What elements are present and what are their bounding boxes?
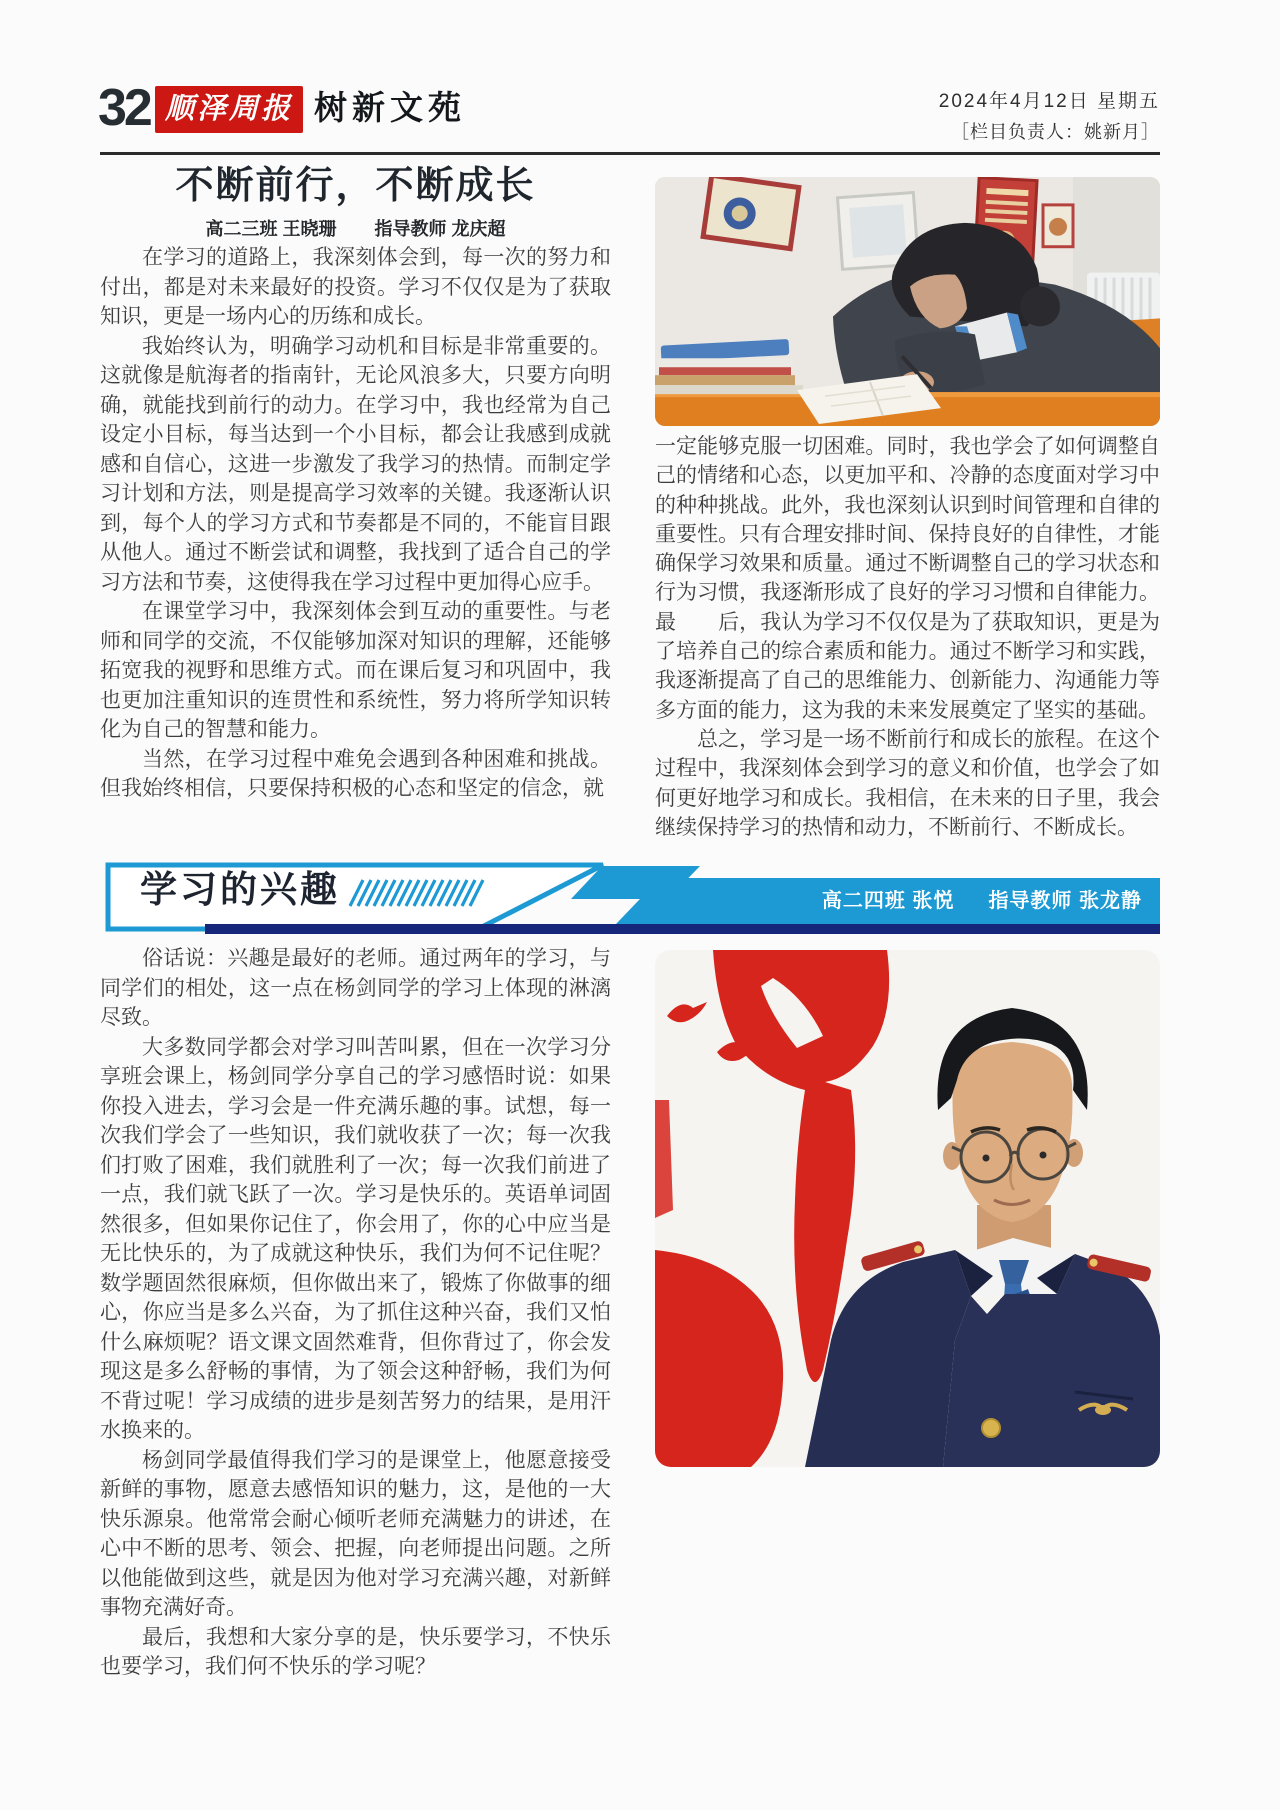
masthead-red-box (155, 86, 303, 133)
article1-teacher: 指导教师 龙庆超 (374, 219, 506, 239)
paragraph: 在课堂学习中，我深刻体会到互动的重要性。与老师和同学的交流，不仅能够加深对知识的理解，还能够拓宽我的视野和思维方式。而在课后复习和巩固中，我也更加注重知识的连贯性和系统性，努力将所学知识转化为自己的智慧和能力。 (100, 599, 611, 741)
article2-left-column (100, 944, 611, 1682)
paragraph: 总之，学习是一场不断前行和成长的旅程。在这个过程中，我深刻体会到学习的意义和价值，也学会了如何更好地学习和成长。我相信，在未来的日子里，我会继续保持学习的热情和动力，不断前行、不断成长。 (655, 726, 1160, 839)
article1-right-column (655, 432, 1160, 842)
paragraph: 杨剑同学最值得我们学习的是课堂上，他愿意接受新鲜的事物，愿意去感悟知识的魅力，这，是他的一大快乐源泉。他常常会耐心倾听老师充满魅力的讲述，在心中不断的思考、领会、把握，向老师提出问题。之所以他能做到这些，就是因为他对学习充满兴趣，对新鲜事物充满好奇。 (100, 1447, 611, 1619)
wall-poster-emblem (703, 177, 799, 249)
section-title: 树新文苑 (314, 89, 466, 126)
article1-title: 不断前行，不断成长 (175, 165, 536, 207)
masthead-title: 顺泽周报 (164, 93, 293, 125)
classroom-photo-illustration (655, 177, 1160, 426)
article1-byline (100, 215, 611, 241)
header-divider-rule (100, 152, 1160, 155)
photo-student-portrait (655, 950, 1160, 1467)
article2-title: 学习的兴趣 (140, 869, 340, 910)
paragraph: 最后，我想和大家分享的是，快乐要学习，不快乐也要学习，我们何不快乐的学习呢？ (100, 1624, 611, 1678)
issue-date: 2024年4月12日 星期五 (938, 91, 1160, 112)
paragraph: 大多数同学都会对学习叫苦叫累，但在一次学习分享班会课上，杨剑同学分享自己的学习感悟时说：如果你投入进去，学习会是一件充满乐趣的事。试想，每一次我们学会了一些知识，我们就收获了一次；每一次我们打败了困难，我们就胜利了一次；每一次我们前进了一点，我们就飞跃了一次。学习是快乐的。英语单词固然很多，但如果你记住了，你会用了，你的心中应当是无比快乐的，为了成就这种快乐，我们为何不记住呢？数学题固然很麻烦，但你做出来了，锻炼了你做事的细心，你应当是多么兴奋，为了抓住这种兴奋，我们又怕什么麻烦呢？语文课文固然难背，但你背过了，你会发现这是多么舒畅的事情，为了领会这种舒畅，我们为何不背过呢！学习成绩的进步是刻苦努力的结果，是用汗水换来的。 (100, 1034, 611, 1442)
paragraph: 俗话说：兴趣是最好的老师。通过两年的学习，与同学们的相处，这一点在杨剑同学的学习上体现的淋漓尽致。 (100, 946, 611, 1029)
article1-author: 高二三班 王晓珊 (205, 219, 337, 239)
paragraph: 当然，在学习过程中难免会遇到各种困难和挑战。但我始终相信，只要保持积极的心态和坚定的信念，就 (100, 746, 611, 800)
column-editor: ［栏目负责人：姚新月］ (951, 122, 1160, 142)
header-date-block (939, 86, 1160, 144)
article2-author: 高二四班 张悦 (821, 890, 955, 912)
article2-byline (660, 884, 1142, 913)
paragraph: 在学习的道路上，我深刻体会到，每一次的努力和付出，都是对未来最好的投资。学习不仅仅是为了获取知识，更是一场内心的历练和成长。 (100, 245, 611, 328)
article2-teacher: 指导教师 张龙静 (988, 890, 1142, 912)
portrait-photo-illustration (655, 950, 1160, 1467)
page-number: 32 (98, 79, 150, 137)
article1-left-column (100, 243, 611, 804)
paragraph: 一定能够克服一切困难。同时，我也学会了如何调整自己的情绪和心态，以更加平和、冷静的态度面对学习中的种种挑战。此外，我也深刻认识到时间管理和自律的重要性。只有合理安排时间、保持良好的自律性，才能确保学习效果和质量。通过不断调整自己的学习状态和行为习惯，我逐渐形成了良好的学习习惯和自律能力。最 后，我认为学习不仅仅是为了获取知识，更是为了培养自己的综合素质和能力。通过不断学习和实践，我逐渐提高了自己的思维能力、创新能力、沟通能力等多方面的能力，这为我的未来发展奠定了坚实的基础。 (655, 434, 1160, 722)
photo-student-writing (655, 177, 1160, 426)
paragraph: 我始终认为，明确学习动机和目标是非常重要的。这就像是航海者的指南针，无论风浪多大，只要方向明确，就能找到前行的动力。在学习中，我也经常为自己设定小目标，每当达到一个小目标，都会让我感到成就感和自信心，这进一步激发了我学习的热情。而制定学习计划和方法，则是提高学习效率的关键。我逐渐认识到，每个人的学习方式和节奏都是不同的，不能盲目跟从他人。通过不断尝试和调整，我找到了适合自己的学习方法和节奏，这使得我在学习过程中更加得心应手。 (100, 333, 611, 594)
